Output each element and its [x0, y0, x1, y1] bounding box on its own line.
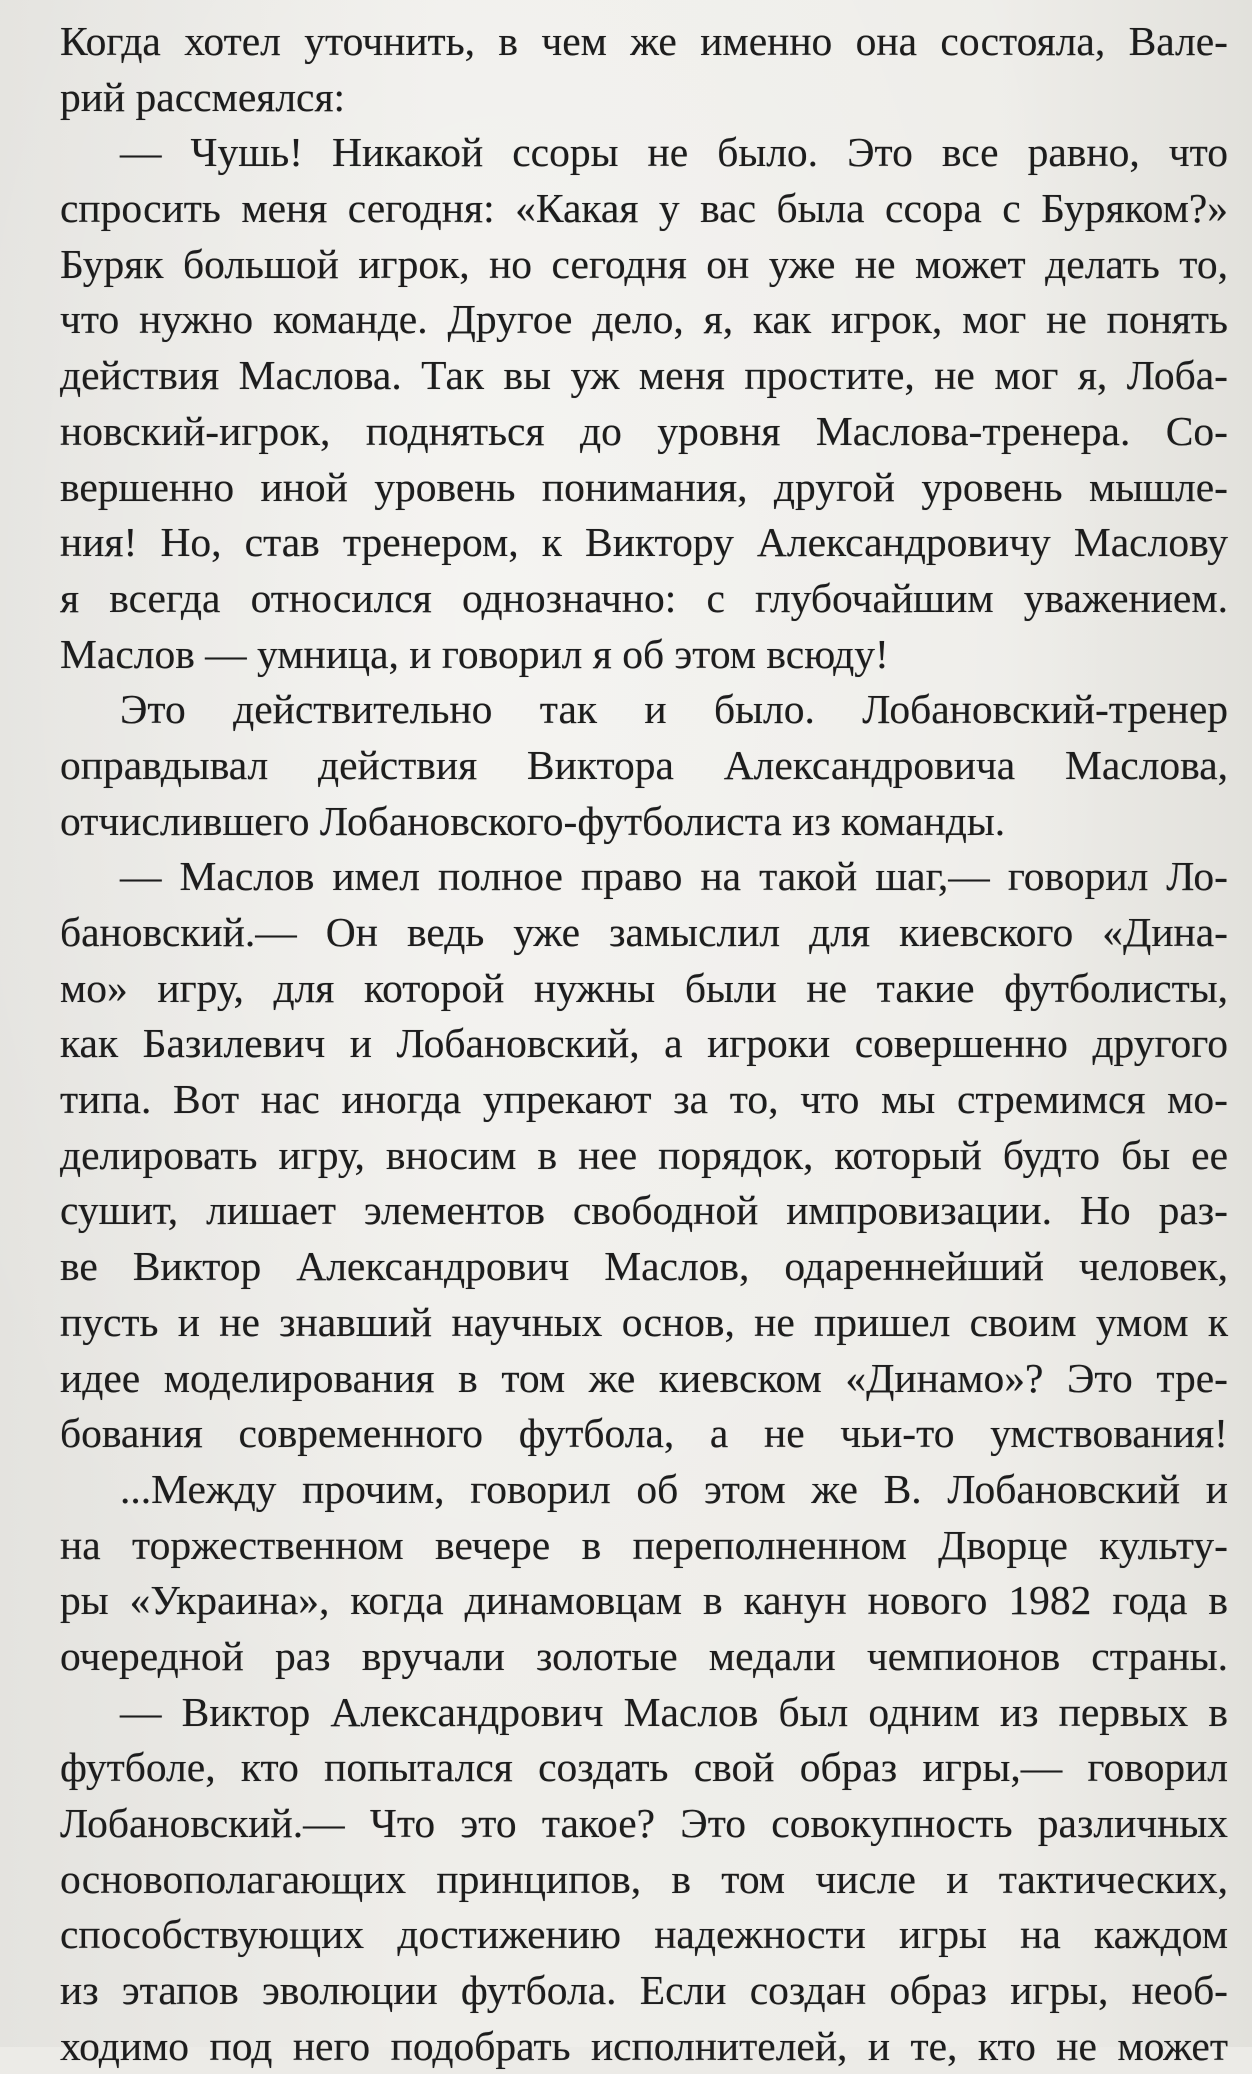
text-line: сушит, лишает элементов свободной импровизации. Но раз- [60, 1187, 1228, 1234]
text-line: футболе, кто попытался создать свой образ игры,— говорил [60, 1744, 1228, 1791]
text-line: способствующих достижению надежности игры на каждом [60, 1911, 1228, 1958]
text-line: что нужно команде. Другое дело, я, как игрок, мог не понять [60, 296, 1228, 343]
text-line: Когда хотел уточнить, в чем же именно она состояла, Вале- [60, 18, 1228, 64]
text-line: Маслов — умница, и говорил я об этом всюду! [60, 630, 889, 677]
text-line: спросить меня сегодня: «Какая у вас была ссора с Буряком?» [60, 185, 1228, 232]
text-line: — Маслов имел полное право на такой шаг,— говорил Ло- [120, 853, 1228, 900]
text-line: Лобановский.— Что это такое? Это совокупность различных [60, 1800, 1228, 1846]
text-line: бования современного футбола, а не чьи-то умствования! [60, 1410, 1228, 1457]
text-line: пусть и не знавший научных основ, не пришел своим умом к [60, 1298, 1228, 1345]
text-line: из этапов эволюции футбола. Если создан образ игры, необ- [60, 1967, 1228, 2014]
text-line: — Виктор Александрович Маслов был одним из первых в [120, 1688, 1228, 1735]
text-line: делировать игру, вносим в нее порядок, который будто бы ее [60, 1131, 1228, 1178]
text-line: оправдывал действия Виктора Александровича Маслова, [60, 741, 1228, 788]
text-line: вершенно иной уровень понимания, другой уровень мышле- [60, 463, 1228, 510]
text-line: основополагающих принципов, в том числе и тактических, [60, 1855, 1228, 1902]
text-line: бановский.— Он ведь уже замыслил для киевского «Дина- [60, 909, 1228, 955]
text-line: ры «Украина», когда динамовцам в канун нового 1982 года в [60, 1577, 1228, 1624]
text-line: я всегда относился однозначно: с глубочайшим уважением. [60, 574, 1228, 621]
text-line: очередной раз вручали золотые медали чемпионов страны. [60, 1632, 1228, 1679]
text-line: Буряк большой игрок, но сегодня он уже не может делать то, [60, 240, 1228, 287]
text-line: ходимо под него подобрать исполнителей, и те, кто не может [60, 2022, 1228, 2069]
text-line: Это действительно так и было. Лобановский-тренер [120, 686, 1228, 733]
text-line: мо» игру, для которой нужны были не такие футболисты, [60, 964, 1228, 1011]
text-line: ния! Но, став тренером, к Виктору Александровичу Маслову [60, 519, 1228, 566]
text-line: на торжественном вечере в переполненном Дворце культу- [60, 1521, 1228, 1568]
text-line: отчислившего Лобановского-футболиста из команды. [60, 797, 1006, 844]
text-line: как Базилевич и Лобановский, а игроки совершенно другого [60, 1020, 1228, 1067]
text-line: идее моделирования в том же киевском «Динамо»? Это тре- [60, 1354, 1228, 1401]
text-line: рий рассмеялся: [60, 73, 346, 120]
text-line: ве Виктор Александрович Маслов, одареннейший человек, [60, 1243, 1228, 1290]
text-line: новский-игрок, подняться до уровня Маслова-тренера. Со- [60, 407, 1228, 454]
text-line: действия Маслова. Так вы уж меня простите, не мог я, Лоба- [60, 352, 1228, 399]
text-line: типа. Вот нас иногда упрекают за то, что мы стремимся мо- [60, 1076, 1228, 1123]
text-line: ...Между прочим, говорил об этом же В. Лобановский и [120, 1465, 1228, 1512]
page-text [60, 14, 1228, 2074]
text-line: — Чушь! Никакой ссоры не было. Это все равно, что [120, 129, 1228, 176]
